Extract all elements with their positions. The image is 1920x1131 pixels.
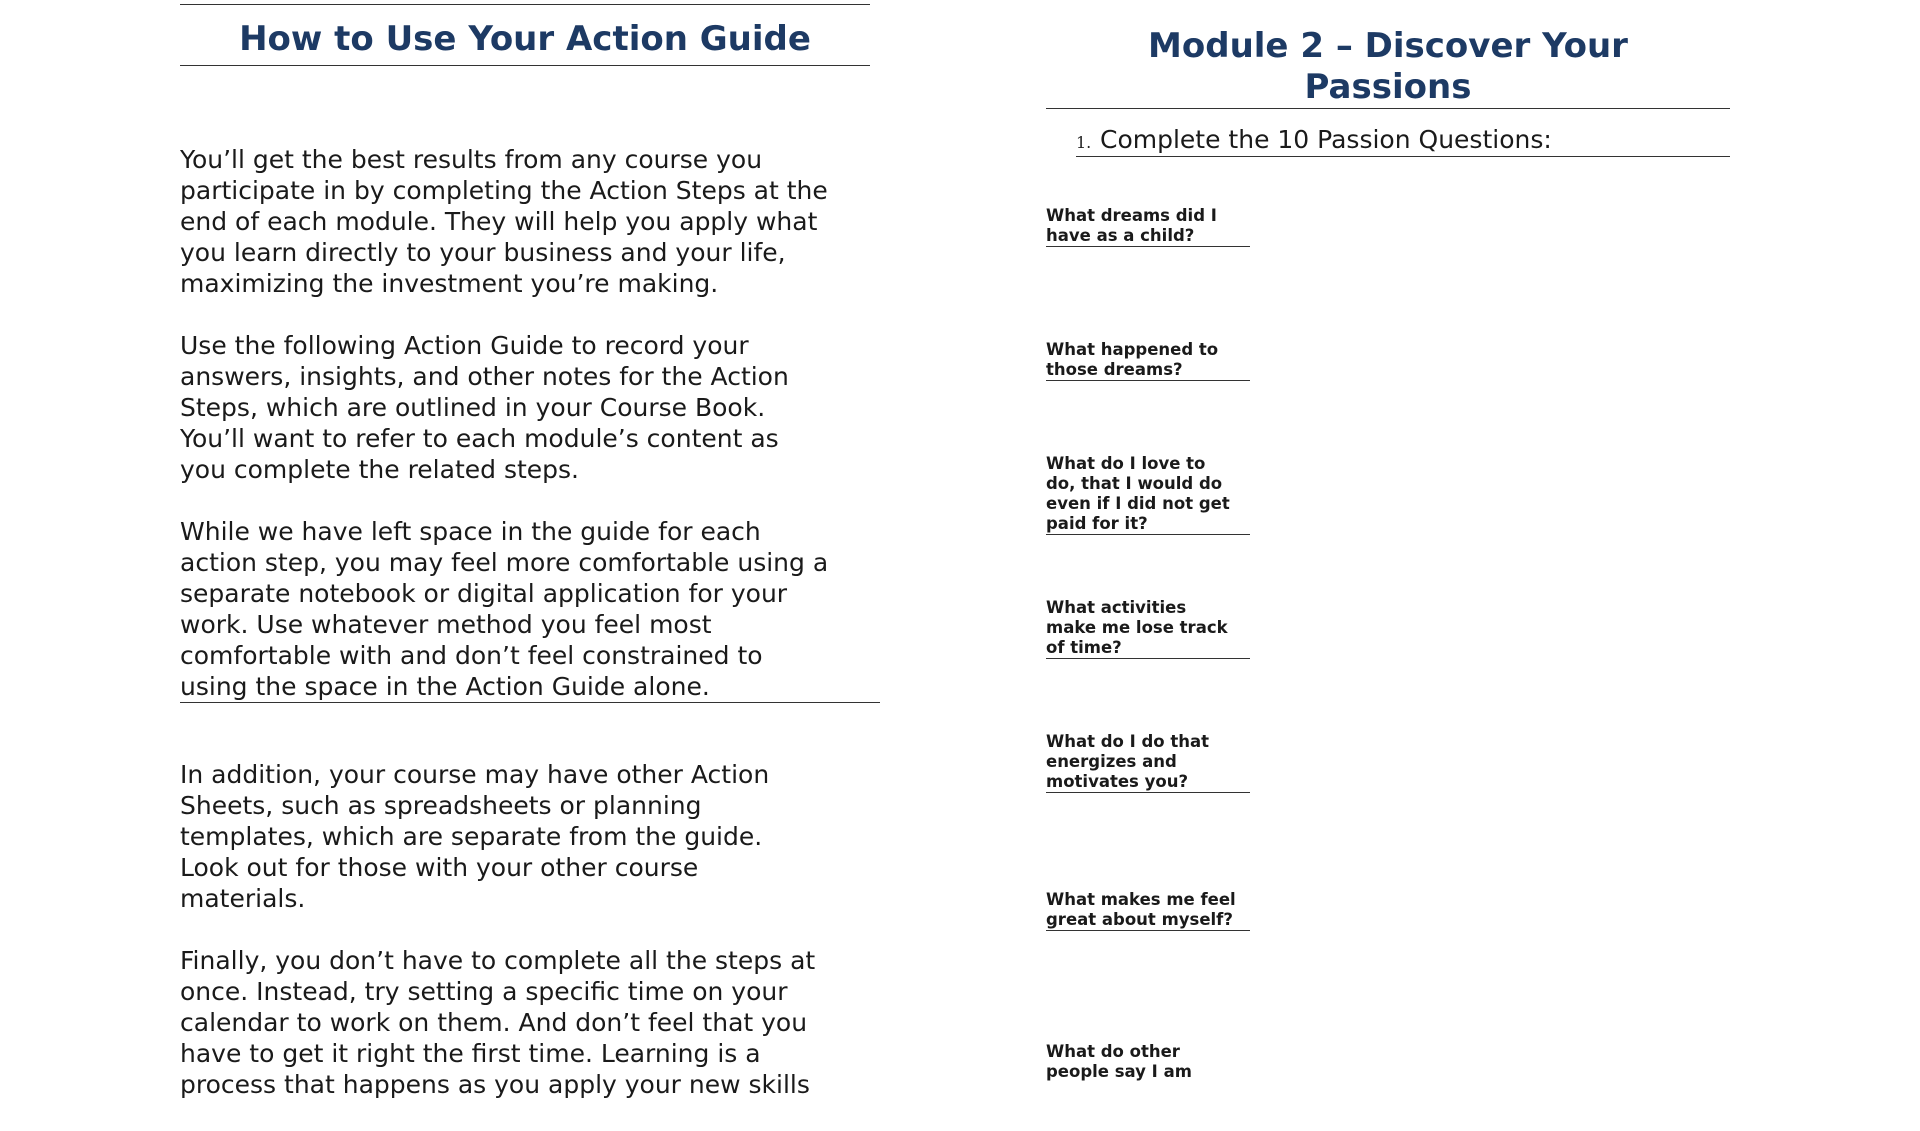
question-prompt: What activities make me lose track of time? (1046, 598, 1250, 659)
step-number: 1. (1076, 133, 1092, 152)
left-page (180, 0, 870, 1099)
module-title (1046, 26, 1730, 109)
page-title: How to Use Your Action Guide (180, 18, 870, 66)
step-text: Complete the 10 Passion Questions: (1100, 125, 1552, 154)
paragraph: Use the following Action Guide to record your answers, insights, and other notes for the Action Steps, which are outlined in your Course Book. You’ll want to refer to each module’s content as you complete the related steps. (180, 331, 789, 484)
question-prompt: What dreams did I have as a child? (1046, 206, 1250, 247)
question-prompt: What happened to those dreams? (1046, 340, 1250, 381)
paragraph: In addition, your course may have other Action Sheets, such as spreadsheets or planning templates, which are separate from the guide. Look out for those with your other course materials. (180, 760, 770, 913)
question-prompt: What do I do that energizes and motivates you? (1046, 732, 1250, 793)
top-rule (180, 4, 870, 5)
question-prompt: What makes me feel great about myself? (1046, 890, 1250, 931)
intro-text (180, 144, 880, 1131)
right-page (1046, 0, 1730, 1080)
paragraph: Finally, you don’t have to complete all the steps at once. Instead, try setting a specific time on your calendar to work on them. And don’t feel that you have to get it right the first time. Learning is a process that happens as you apply your new skills (180, 946, 816, 1099)
question-prompt: What do I love to do, that I would do even if I did not get paid for it? (1046, 454, 1250, 535)
question-prompt: What do other people say I am (1046, 1042, 1192, 1081)
paragraph: While we have left space in the guide for each action step, you may feel more comfortable using a separate notebook or digital application for your work. Use whatever method you feel most comfortable with and don’t feel constrained to using the space in the Action Guide alone. (180, 516, 880, 703)
module-title-text: Module 2 – Discover Your Passions (1148, 26, 1628, 107)
step-heading (1076, 124, 1730, 157)
paragraph: You’ll get the best results from any course you participate in by completing the Action Steps at the end of each module. They will help you apply what you learn directly to your business and your life, maximizing the investment you’re making. (180, 145, 828, 298)
